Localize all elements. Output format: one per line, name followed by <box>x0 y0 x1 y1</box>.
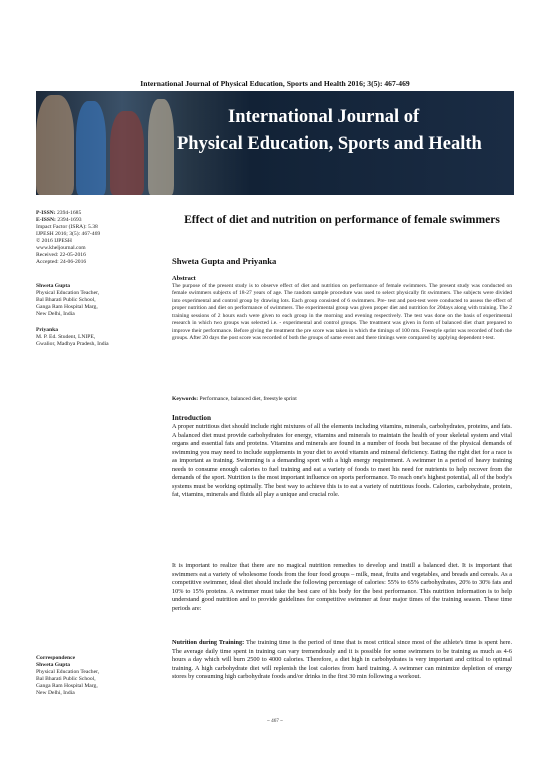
author1-line: Bal Bharati Public School, <box>36 297 96 303</box>
author1-affiliation <box>36 283 156 318</box>
author1-line: Ganga Ram Hospital Marg, <box>36 304 98 310</box>
athlete-photo-sprinter <box>148 99 174 195</box>
meta-copyright: © 2016 IJPESH <box>36 238 72 244</box>
introduction-heading: Introduction <box>172 414 212 422</box>
abstract-heading: Abstract <box>172 275 196 282</box>
training-paragraph <box>172 639 512 682</box>
meta-website: www.kheljournal.com <box>36 245 86 251</box>
banner-title-line1: International Journal of <box>228 107 420 127</box>
banner-title-line2: Physical Education, Sports and Health <box>177 134 482 154</box>
author2-name: Priyanka <box>36 327 59 333</box>
running-head: International Journal of Physical Education, Sports and Health 2016; 3(5): 467-469 <box>140 79 410 88</box>
correspondence-name: Shweta Gupta <box>36 662 71 668</box>
meta-pissn: P-ISSN: 2394-1685 <box>36 210 82 216</box>
keywords-label: Keywords: <box>172 396 199 402</box>
athlete-photo-cricketer <box>76 101 106 195</box>
training-text: The training time is the period of time that is most critical since most of the athlete's time is spent here. The average daily time spent in training can vary tremendously and it is possible for some swimmers to be training as much as 4-6 hours a day which will burn 2500 to 4000 calories. Therefore, a diet high in carbohydrates is very important and critical to optimal training. A high carbohydrate diet will replenish the lost calories from hard training. A swimmer can minimize depletion of energy stores by consuming high carbohydrate foods and/or drinks in the first 30 min following a workout. <box>172 639 513 680</box>
correspondence-line: Physical Education Teacher, <box>36 669 100 675</box>
author1-name: Shweta Gupta <box>36 283 71 289</box>
article-metadata <box>36 210 156 266</box>
meta-impact-factor: Impact Factor (ISRA): 5.38 <box>36 224 98 230</box>
author1-line: New Delhi, India <box>36 311 75 317</box>
page-number: ~ 467 ~ <box>267 718 283 724</box>
correspondence <box>36 655 156 697</box>
article-authors: Shweta Gupta and Priyanka <box>172 256 277 266</box>
author2-affiliation <box>36 327 156 348</box>
meta-eissn: E-ISSN: 2394-1693 <box>36 217 82 223</box>
athlete-photo-player <box>110 111 144 195</box>
correspondence-line: Bal Bharati Public School, <box>36 676 96 682</box>
keywords-text: Performance, balanced diet, freestyle sprint <box>199 396 297 402</box>
correspondence-line: New Delhi, India <box>36 690 75 696</box>
athlete-photo-runner <box>36 95 74 195</box>
intro-paragraph-1: A proper nutritious diet should include right mixtures of all the elements including vitamins, minerals, carbohydrates, proteins, and fats. A balanced diet must provide carbohydrates for energy, vitamins and minerals to maintain the health of your skeletal system and vital organs and essential fats and proteins. Vitamins and minerals are found in a number of foods but because of the physical demands of swimming you may need to include supplements in your diet to avoid vitamin and mineral deficiency. Eating the right diet for a race is as important as training. Swimming is a demanding sport with a high energy requirement. A swimmer in a period of heavy training needs to consume enough calories to fuel training and eat a variety of foods to meet his need for nutrients to help recover from the demands of the sport. Nutrition is the most important influence on sports performance. To reach one's highest potential, all of the body's systems must be working optimally. The best way to achieve this is to eat a variety of nutritious foods. Calories, carbohydrate, protein, fat, vitamins, minerals and fluids all play a unique and crucial role. <box>172 423 512 498</box>
intro-paragraph-2: It is important to realize that there are no magical nutrition remedies to develop and instill a balanced diet. It is important that swimmers eat a variety of wholesome foods from the four food groups – milk, meat, fruits and vegetables, and breads and cereals. As a competitive swimmer, ideal diet should include the following percentage of calories: 55% to 65% carbohydrates, 20% to 30% fats and 10% to 15% proteins. A swimmer must take the best care of his body for the best performance. This nutrition information is to help understand good nutrition and to provide guidelines for competitive swimmer at four major times of the training season. These time periods are: <box>172 562 512 612</box>
correspondence-heading: Correspondence <box>36 655 76 661</box>
meta-accepted: Accepted: 24-06-2016 <box>36 259 87 265</box>
correspondence-line: Ganga Ram Hospital Marg, <box>36 683 98 689</box>
keywords <box>172 396 512 402</box>
author1-line: Physical Education Teacher, <box>36 290 100 296</box>
author2-line: M. P. Ed. Student, LNIPE, <box>36 334 96 340</box>
meta-volume: IJPESH 2016; 3(5): 467-469 <box>36 231 101 237</box>
meta-received: Received: 22-05-2016 <box>36 252 86 258</box>
training-heading: Nutrition during Training: <box>172 639 245 646</box>
article-title: Effect of diet and nutrition on performance of female swimmers <box>184 213 500 226</box>
abstract-text: The purpose of the present study is to observe effect of diet and nutrition on performance of female swimmers. The present study was conducted on female swimmers subjects of 18-27 years of age. The random sample procedure was used to select physically fit swimmers. The subjects were divided into experimental and control group by drawing lots. Each group consisted of 6 swimmers. Pre- test and post-test were conducted to assess the effect of proper nutrition and diet on performance of swimmers. The experimental group was given proper diet and nutrition for 20days along with training. The 2 training sessions of 2 hours each were given to each group in the morning and evening respectively. The test was done on the basis of experimental research in which two groups was selected i.e. - experimental and control groups. The treatment was given in form of balanced diet chart prepared to improve their performance. Before giving the treatment the pre score was taken in which the timings of 100 mts. Freestyle sprint was recorded of both the groups. After 20 days the post score was recorded of both the groups of same event and there timings were compared by applying dependent t-test. <box>172 283 512 342</box>
journal-banner <box>36 91 514 195</box>
author2-line: Gwalior, Madhya Pradesh, India <box>36 341 109 347</box>
